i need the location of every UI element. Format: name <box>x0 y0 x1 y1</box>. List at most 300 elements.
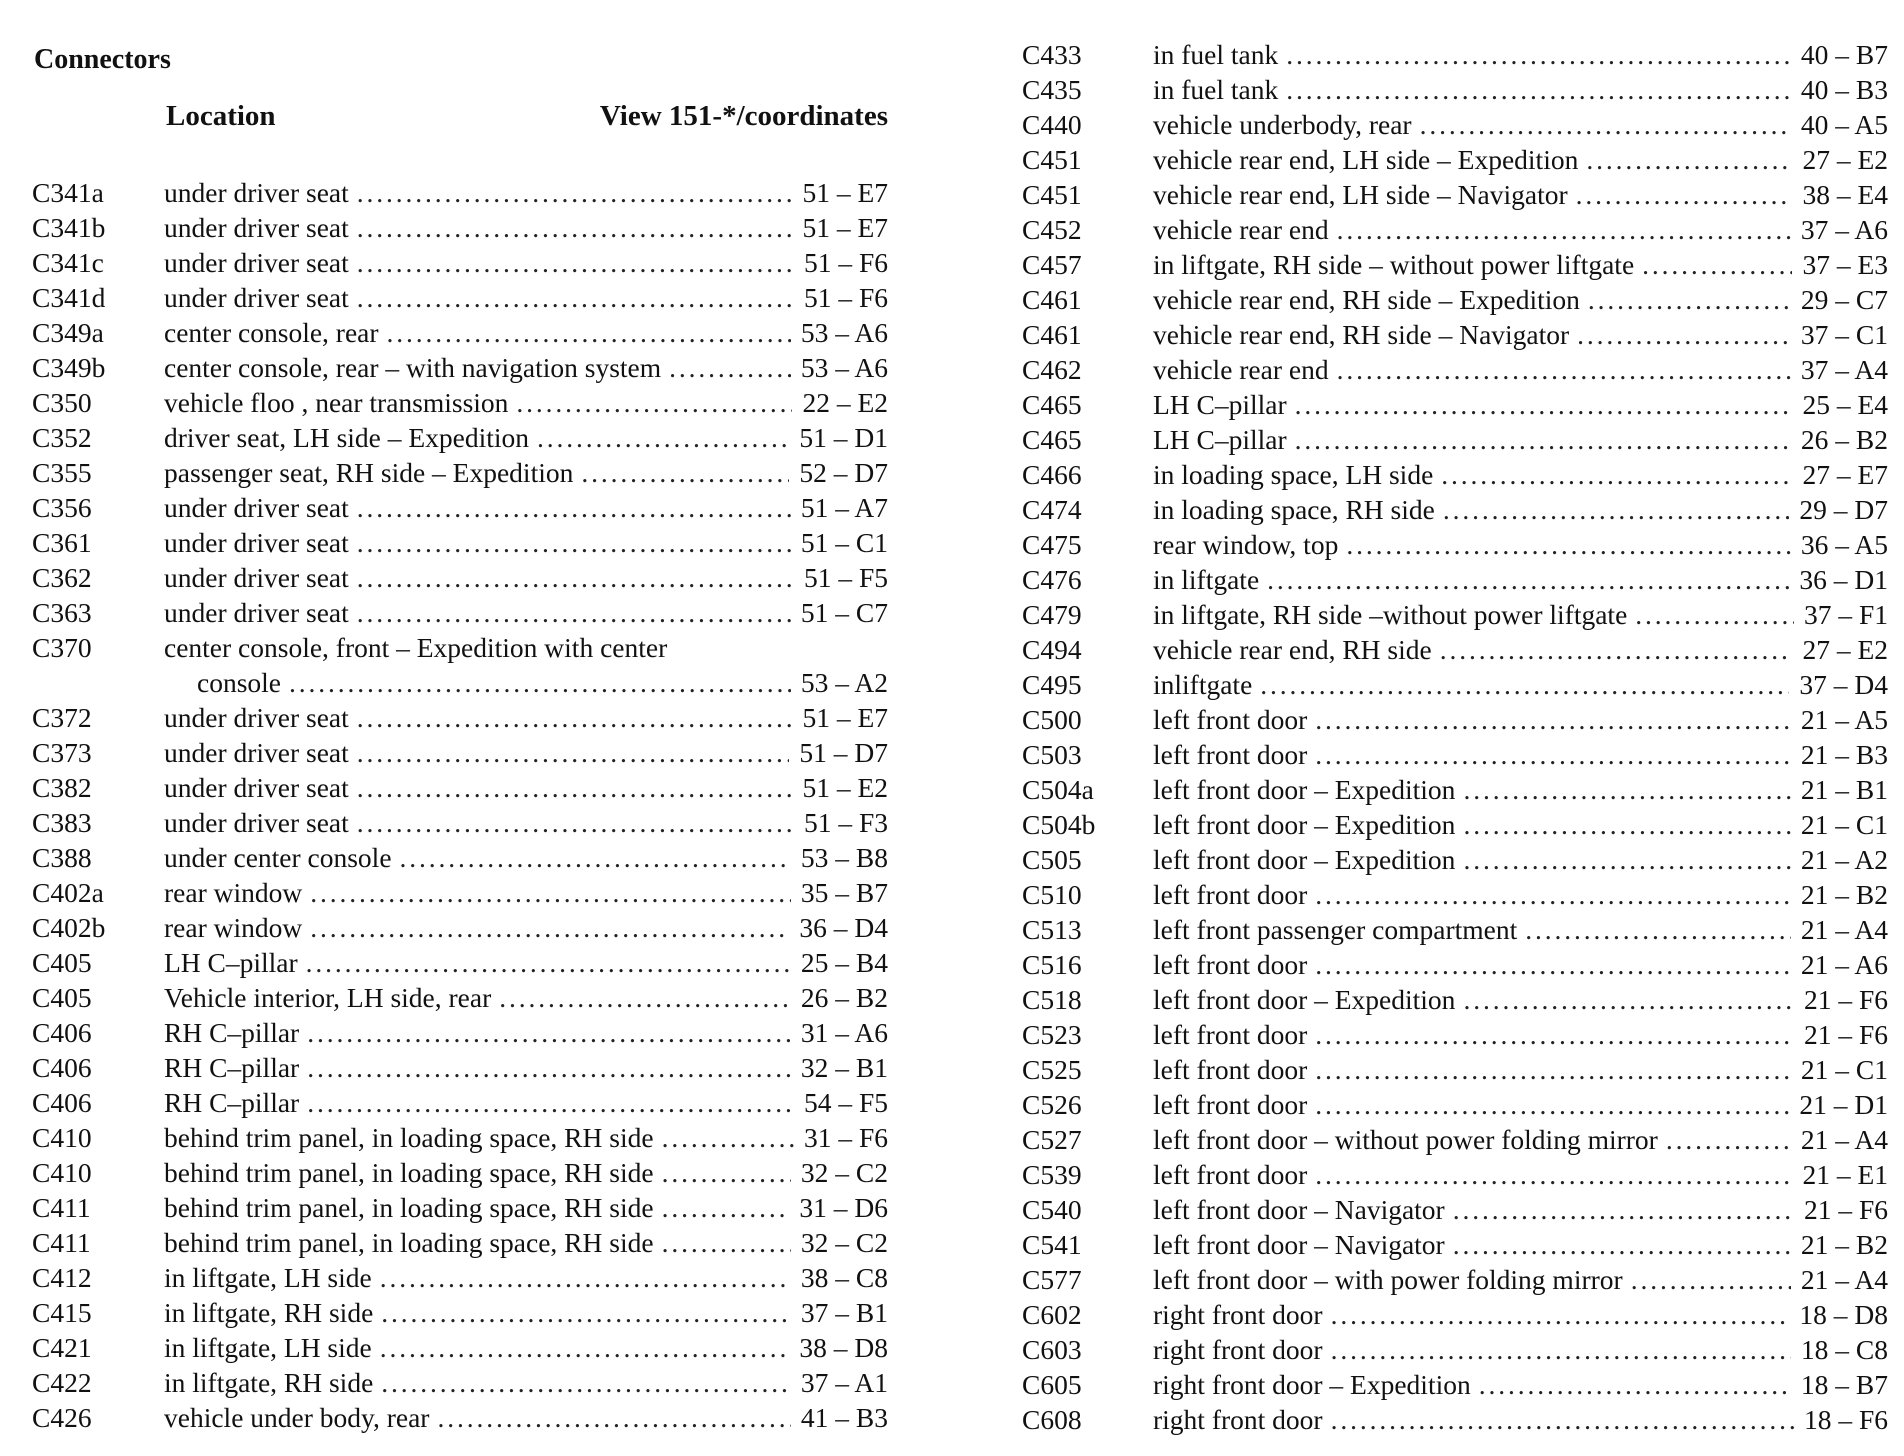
connector-coordinates: 21 – A4 <box>1800 1264 1888 1295</box>
connector-row <box>1022 947 1888 982</box>
connector-location: rear window, top <box>1153 529 1339 560</box>
connector-code: C452 <box>1022 214 1082 245</box>
dot-leader <box>1295 387 1793 422</box>
connector-coordinates: 51 – E7 <box>802 177 888 208</box>
connector-coordinates: 51 – D7 <box>799 737 888 768</box>
connector-location-line <box>1153 702 1888 737</box>
connector-coordinates: 26 – B2 <box>800 982 888 1013</box>
connector-row <box>1022 702 1888 737</box>
connector-row <box>1022 1017 1888 1052</box>
connector-location: left front door <box>1153 1054 1308 1085</box>
dot-leader <box>1420 107 1791 142</box>
connector-location: left front door <box>1153 1019 1308 1050</box>
connector-location: RH C–pillar <box>164 1017 300 1048</box>
connector-code: C526 <box>1022 1089 1082 1120</box>
connector-location: left front door <box>1153 1089 1308 1120</box>
connector-row <box>1022 1087 1888 1122</box>
connector-location: under driver seat <box>164 807 349 838</box>
connector-location: left front door <box>1153 1159 1308 1190</box>
connector-location-line <box>1153 1262 1888 1297</box>
connector-code: C341d <box>32 282 106 313</box>
connector-location-line <box>1153 772 1888 807</box>
connector-coordinates: 51 – F6 <box>803 282 888 313</box>
connector-location-line <box>164 910 888 945</box>
connector-location-line <box>164 875 888 910</box>
connector-coordinates: 21 – B2 <box>1800 1229 1888 1260</box>
connector-row <box>32 980 888 1015</box>
connector-row <box>1022 1122 1888 1157</box>
connector-location-line <box>164 560 888 595</box>
connector-location: under driver seat <box>164 527 349 558</box>
connector-code: C476 <box>1022 564 1082 595</box>
connector-location: left front passenger compartment <box>1153 914 1518 945</box>
view-column-header: View 151-*/coordinates <box>599 100 888 132</box>
dot-leader <box>307 1015 791 1050</box>
connector-location-line <box>1153 1297 1888 1332</box>
connector-row <box>32 595 888 630</box>
connector-code: C451 <box>1022 144 1082 175</box>
connector-location-line1: center console, front – Expedition with center <box>164 632 668 663</box>
connector-coordinates: 31 – A6 <box>800 1017 888 1048</box>
connector-coordinates: 40 – A5 <box>1800 109 1888 140</box>
connector-location: behind trim panel, in loading space, RH side <box>164 1192 654 1223</box>
connector-coordinates: 51 – A7 <box>800 492 888 523</box>
connector-code: C341c <box>32 247 104 278</box>
connector-coordinates: 21 – F6 <box>1803 1194 1888 1225</box>
connector-row <box>32 1120 888 1155</box>
connector-code: C349a <box>32 317 104 348</box>
connector-code: C406 <box>32 1052 92 1083</box>
connector-location: vehicle rear end <box>1153 214 1329 245</box>
connector-location-line <box>1153 457 1888 492</box>
connector-location-line <box>1153 212 1888 247</box>
connector-coordinates: 21 – B2 <box>1800 879 1888 910</box>
connector-row <box>1022 282 1888 317</box>
connector-row <box>1022 387 1888 422</box>
connector-code: C495 <box>1022 669 1082 700</box>
connector-location: vehicle rear end <box>1153 354 1329 385</box>
connector-code: C518 <box>1022 984 1082 1015</box>
connector-coordinates: 51 – D1 <box>799 422 888 453</box>
connector-row <box>1022 1402 1888 1437</box>
connector-code: C372 <box>32 702 92 733</box>
connector-code: C539 <box>1022 1159 1082 1190</box>
connector-code: C405 <box>32 982 92 1013</box>
connector-location-line <box>164 700 888 735</box>
connector-row <box>32 875 888 910</box>
dot-leader <box>380 1260 791 1295</box>
dot-leader <box>307 1085 794 1120</box>
dot-leader <box>662 1120 794 1155</box>
connector-location: Vehicle interior, LH side, rear <box>164 982 492 1013</box>
connector-row <box>32 770 888 805</box>
connector-location-line <box>164 175 888 210</box>
connector-location-line <box>164 1050 888 1085</box>
connector-location-line <box>1153 72 1888 107</box>
connector-coordinates: 38 – C8 <box>800 1262 888 1293</box>
connector-location-line <box>164 735 888 770</box>
connector-code: C422 <box>32 1367 92 1398</box>
connector-location-line <box>1153 737 1888 772</box>
connector-row <box>32 175 888 210</box>
connector-row <box>32 315 888 350</box>
connector-location: behind trim panel, in loading space, RH side <box>164 1157 654 1188</box>
connector-code: C461 <box>1022 319 1082 350</box>
connector-location: left front door – Navigator <box>1153 1229 1445 1260</box>
connector-coordinates: 51 – F6 <box>803 247 888 278</box>
connector-coordinates: 31 – F6 <box>803 1122 888 1153</box>
connector-row <box>32 805 888 840</box>
connector-code: C479 <box>1022 599 1082 630</box>
connector-row <box>1022 1332 1888 1367</box>
connector-row <box>1022 352 1888 387</box>
connector-row <box>32 1190 888 1225</box>
connector-coordinates: 21 – A6 <box>1800 949 1888 980</box>
connector-code: C426 <box>32 1402 92 1433</box>
dot-leader <box>1666 1122 1791 1157</box>
dot-leader <box>1642 247 1792 282</box>
page-title: Connectors <box>34 44 171 75</box>
connector-code: C603 <box>1022 1334 1082 1365</box>
connector-location-line <box>1153 1367 1888 1402</box>
dot-leader <box>381 1295 791 1330</box>
connector-code: C500 <box>1022 704 1082 735</box>
connector-location: in loading space, RH side <box>1153 494 1435 525</box>
connector-location-line <box>1153 877 1888 912</box>
connector-coordinates: 53 – A6 <box>800 317 888 348</box>
connector-location-line <box>1153 842 1888 877</box>
dot-leader <box>1337 212 1791 247</box>
dot-leader <box>1463 982 1794 1017</box>
connector-row <box>32 1015 888 1050</box>
dot-leader <box>1441 457 1792 492</box>
connector-location: LH C–pillar <box>1153 389 1287 420</box>
dot-leader <box>1440 632 1793 667</box>
connector-location: left front door <box>1153 879 1308 910</box>
dot-leader <box>1315 1052 1791 1087</box>
connector-coordinates: 40 – B3 <box>1800 74 1888 105</box>
connector-location-line <box>164 385 888 420</box>
connector-location: under driver seat <box>164 737 349 768</box>
connector-row <box>32 385 888 420</box>
connector-row <box>1022 527 1888 562</box>
connector-location: left front door <box>1153 704 1308 735</box>
connector-list-left <box>32 175 888 1435</box>
connector-location: vehicle underbody, rear <box>1153 109 1412 140</box>
connector-coordinates: 37 – A6 <box>1800 214 1888 245</box>
connector-coordinates: 35 – B7 <box>800 877 888 908</box>
dot-leader <box>1337 352 1791 387</box>
connector-coordinates: 18 – B7 <box>1800 1369 1888 1400</box>
connector-row <box>1022 982 1888 1017</box>
connector-location: left front door – Expedition <box>1153 774 1456 805</box>
connector-location-line <box>1153 1157 1888 1192</box>
connector-code: C355 <box>32 457 92 488</box>
connector-location-line <box>164 490 888 525</box>
connector-location-line <box>164 280 888 315</box>
connector-code: C466 <box>1022 459 1082 490</box>
connector-row <box>1022 597 1888 632</box>
connector-location: left front door – Expedition <box>1153 844 1456 875</box>
connector-coordinates: 26 – B2 <box>1800 424 1888 455</box>
connector-row <box>32 910 888 945</box>
connector-row <box>32 630 888 700</box>
connector-row <box>1022 737 1888 772</box>
connector-row <box>32 420 888 455</box>
connector-location-line <box>1153 282 1888 317</box>
dot-leader <box>310 875 791 910</box>
connector-code: C504b <box>1022 809 1096 840</box>
connector-location: in fuel tank <box>1153 39 1279 70</box>
connector-location: right front door <box>1153 1299 1323 1330</box>
dot-leader <box>1463 842 1790 877</box>
connector-code: C410 <box>32 1122 92 1153</box>
connector-location: left front door – without power folding mirror <box>1153 1124 1658 1155</box>
connector-location-line <box>1153 1087 1888 1122</box>
connector-location-line <box>1153 1122 1888 1157</box>
connector-coordinates: 51 – C1 <box>800 527 888 558</box>
connector-location-line <box>164 945 888 980</box>
connector-location-line <box>164 1400 888 1435</box>
dot-leader <box>1463 772 1790 807</box>
connector-row <box>32 735 888 770</box>
connector-location: inliftgate <box>1153 669 1253 700</box>
dot-leader <box>357 770 793 805</box>
dot-leader <box>1315 947 1791 982</box>
connector-coordinates: 21 – B3 <box>1800 739 1888 770</box>
dot-leader <box>1315 737 1791 772</box>
dot-leader <box>1588 282 1791 317</box>
connector-location: in liftgate, RH side –without power liftgate <box>1153 599 1628 630</box>
dot-leader <box>1315 1087 1789 1122</box>
connector-code: C412 <box>32 1262 92 1293</box>
connector-coordinates: 54 – F5 <box>803 1087 888 1118</box>
connector-coordinates: 41 – B3 <box>800 1402 888 1433</box>
connector-row <box>32 525 888 560</box>
dot-leader <box>1635 597 1794 632</box>
connector-row <box>32 455 888 490</box>
connector-coordinates: 37 – F1 <box>1803 599 1888 630</box>
dot-leader <box>1525 912 1791 947</box>
connector-row <box>1022 1297 1888 1332</box>
connector-location: center console, rear <box>164 317 379 348</box>
connector-coordinates: 40 – B7 <box>1800 39 1888 70</box>
connector-location-line <box>164 315 888 350</box>
connector-location: in fuel tank <box>1153 74 1279 105</box>
connector-row <box>32 1050 888 1085</box>
connector-row <box>1022 1227 1888 1262</box>
connector-coordinates: 25 – B4 <box>800 947 888 978</box>
connector-coordinates: 36 – D4 <box>799 912 888 943</box>
connector-code: C475 <box>1022 529 1082 560</box>
dot-leader <box>1267 562 1789 597</box>
connector-code: C525 <box>1022 1054 1082 1085</box>
connector-code: C451 <box>1022 179 1082 210</box>
connector-coordinates: 37 – A4 <box>1800 354 1888 385</box>
connector-location-line <box>1153 597 1888 632</box>
dot-leader <box>1577 317 1791 352</box>
dot-leader <box>499 980 791 1015</box>
connector-row <box>1022 807 1888 842</box>
connector-coordinates: 51 – E2 <box>802 772 888 803</box>
connector-row <box>32 560 888 595</box>
connector-location: rear window <box>164 877 303 908</box>
connector-location: left front door – Navigator <box>1153 1194 1445 1225</box>
connector-row <box>32 1085 888 1120</box>
connector-row <box>32 1260 888 1295</box>
connector-location-line <box>164 210 888 245</box>
connector-code: C382 <box>32 772 92 803</box>
connector-location: RH C–pillar <box>164 1052 300 1083</box>
connector-location: under driver seat <box>164 702 349 733</box>
connector-location: in liftgate <box>1153 564 1260 595</box>
connector-location-line <box>1153 37 1888 72</box>
connector-coordinates: 18 – C8 <box>1800 1334 1888 1365</box>
connector-coordinates: 21 – B1 <box>1800 774 1888 805</box>
connector-location: behind trim panel, in loading space, RH side <box>164 1122 654 1153</box>
connector-row <box>32 245 888 280</box>
connector-location: vehicle floo , near transmission <box>164 387 509 418</box>
connector-code: C341a <box>32 177 104 208</box>
connector-code: C383 <box>32 807 92 838</box>
dot-leader <box>1331 1297 1790 1332</box>
connector-location-line <box>1153 317 1888 352</box>
connector-coordinates: 37 – E3 <box>1802 249 1888 280</box>
connector-location: vehicle under body, rear <box>164 1402 430 1433</box>
connector-location-line <box>164 350 888 385</box>
connector-code: C608 <box>1022 1404 1082 1435</box>
connector-location: in liftgate, LH side <box>164 1262 372 1293</box>
dot-leader <box>662 1225 791 1260</box>
dot-leader <box>307 1050 791 1085</box>
dot-leader <box>1331 1332 1791 1367</box>
connector-row <box>32 1400 888 1435</box>
dot-leader <box>306 945 791 980</box>
connector-location: in liftgate, LH side <box>164 1332 372 1363</box>
connector-location: left front door <box>1153 739 1308 770</box>
dot-leader <box>1576 177 1793 212</box>
connector-location-line <box>1153 667 1888 702</box>
connector-location-line <box>1153 1052 1888 1087</box>
connector-location-line <box>197 665 888 700</box>
connector-code: C462 <box>1022 354 1082 385</box>
connector-code: C411 <box>32 1227 91 1258</box>
connector-location-line <box>1153 107 1888 142</box>
connector-code: C505 <box>1022 844 1082 875</box>
connector-code: C605 <box>1022 1369 1082 1400</box>
connector-coordinates: 25 – E4 <box>1802 389 1888 420</box>
connector-row <box>1022 877 1888 912</box>
connector-location-line <box>164 455 888 490</box>
dot-leader <box>381 1365 791 1400</box>
connector-location: under driver seat <box>164 562 349 593</box>
connector-code: C435 <box>1022 74 1082 105</box>
connector-coordinates: 51 – F3 <box>803 807 888 838</box>
dot-leader <box>357 805 794 840</box>
connector-row <box>1022 247 1888 282</box>
dot-leader <box>662 1190 790 1225</box>
dot-leader <box>669 350 791 385</box>
connector-row <box>32 945 888 980</box>
connector-row <box>1022 177 1888 212</box>
connector-code: C363 <box>32 597 92 628</box>
connector-row <box>1022 1262 1888 1297</box>
connector-code: C362 <box>32 562 92 593</box>
connector-location-line <box>164 1015 888 1050</box>
connector-code: C356 <box>32 492 92 523</box>
dot-leader <box>387 315 791 350</box>
connector-code: C461 <box>1022 284 1082 315</box>
connector-code: C373 <box>32 737 92 768</box>
connector-row <box>1022 212 1888 247</box>
connector-coordinates: 29 – C7 <box>1800 284 1888 315</box>
connector-row <box>1022 772 1888 807</box>
connector-coordinates: 27 – E2 <box>1802 634 1888 665</box>
connector-coordinates: 22 – E2 <box>802 387 888 418</box>
connector-code: C402b <box>32 912 106 943</box>
dot-leader <box>357 175 793 210</box>
connector-row <box>32 1365 888 1400</box>
dot-leader <box>1315 1157 1792 1192</box>
connector-coordinates: 21 – C1 <box>1800 809 1888 840</box>
connector-coordinates: 52 – D7 <box>799 457 888 488</box>
connector-coordinates: 37 – D4 <box>1799 669 1888 700</box>
connector-location-line <box>164 525 888 560</box>
connector-coordinates: 21 – D1 <box>1799 1089 1888 1120</box>
connector-location-line <box>164 1120 888 1155</box>
connector-row <box>32 1295 888 1330</box>
connector-coordinates: 29 – D7 <box>1799 494 1888 525</box>
connector-location: under driver seat <box>164 247 349 278</box>
connector-coordinates: 51 – C7 <box>800 597 888 628</box>
connector-row <box>32 280 888 315</box>
connector-location-line <box>164 1155 888 1190</box>
connector-row <box>1022 422 1888 457</box>
dot-leader <box>1443 492 1790 527</box>
connector-coordinates: 53 – A6 <box>800 352 888 383</box>
connector-location-line <box>1153 807 1888 842</box>
connector-location-line <box>164 1365 888 1400</box>
connector-coordinates: 32 – C2 <box>800 1157 888 1188</box>
connector-code: C516 <box>1022 949 1082 980</box>
connector-location: in liftgate, RH side <box>164 1367 374 1398</box>
connector-code: C541 <box>1022 1229 1082 1260</box>
connector-location: right front door <box>1153 1334 1323 1365</box>
connector-coordinates: 53 – B8 <box>800 842 888 873</box>
connector-location: left front door – with power folding mirror <box>1153 1264 1623 1295</box>
connector-coordinates: 18 – D8 <box>1799 1299 1888 1330</box>
connector-code: C402a <box>32 877 104 908</box>
connector-row <box>32 840 888 875</box>
dot-leader <box>380 1330 790 1365</box>
connector-code: C406 <box>32 1017 92 1048</box>
connector-code: C540 <box>1022 1194 1082 1225</box>
connector-code: C513 <box>1022 914 1082 945</box>
connector-coordinates: 21 – A2 <box>1800 844 1888 875</box>
connector-location-line <box>164 245 888 280</box>
dot-leader <box>357 525 791 560</box>
connector-location-line <box>164 805 888 840</box>
connector-row <box>1022 107 1888 142</box>
dot-leader <box>1315 702 1791 737</box>
connector-code: C410 <box>32 1157 92 1188</box>
connector-location: in loading space, LH side <box>1153 459 1434 490</box>
connector-location: vehicle rear end, LH side – Navigator <box>1153 179 1568 210</box>
dot-leader <box>289 665 791 700</box>
connector-coordinates: 21 – A4 <box>1800 914 1888 945</box>
connector-coordinates: 37 – B1 <box>800 1297 888 1328</box>
connector-code: C370 <box>32 632 92 663</box>
